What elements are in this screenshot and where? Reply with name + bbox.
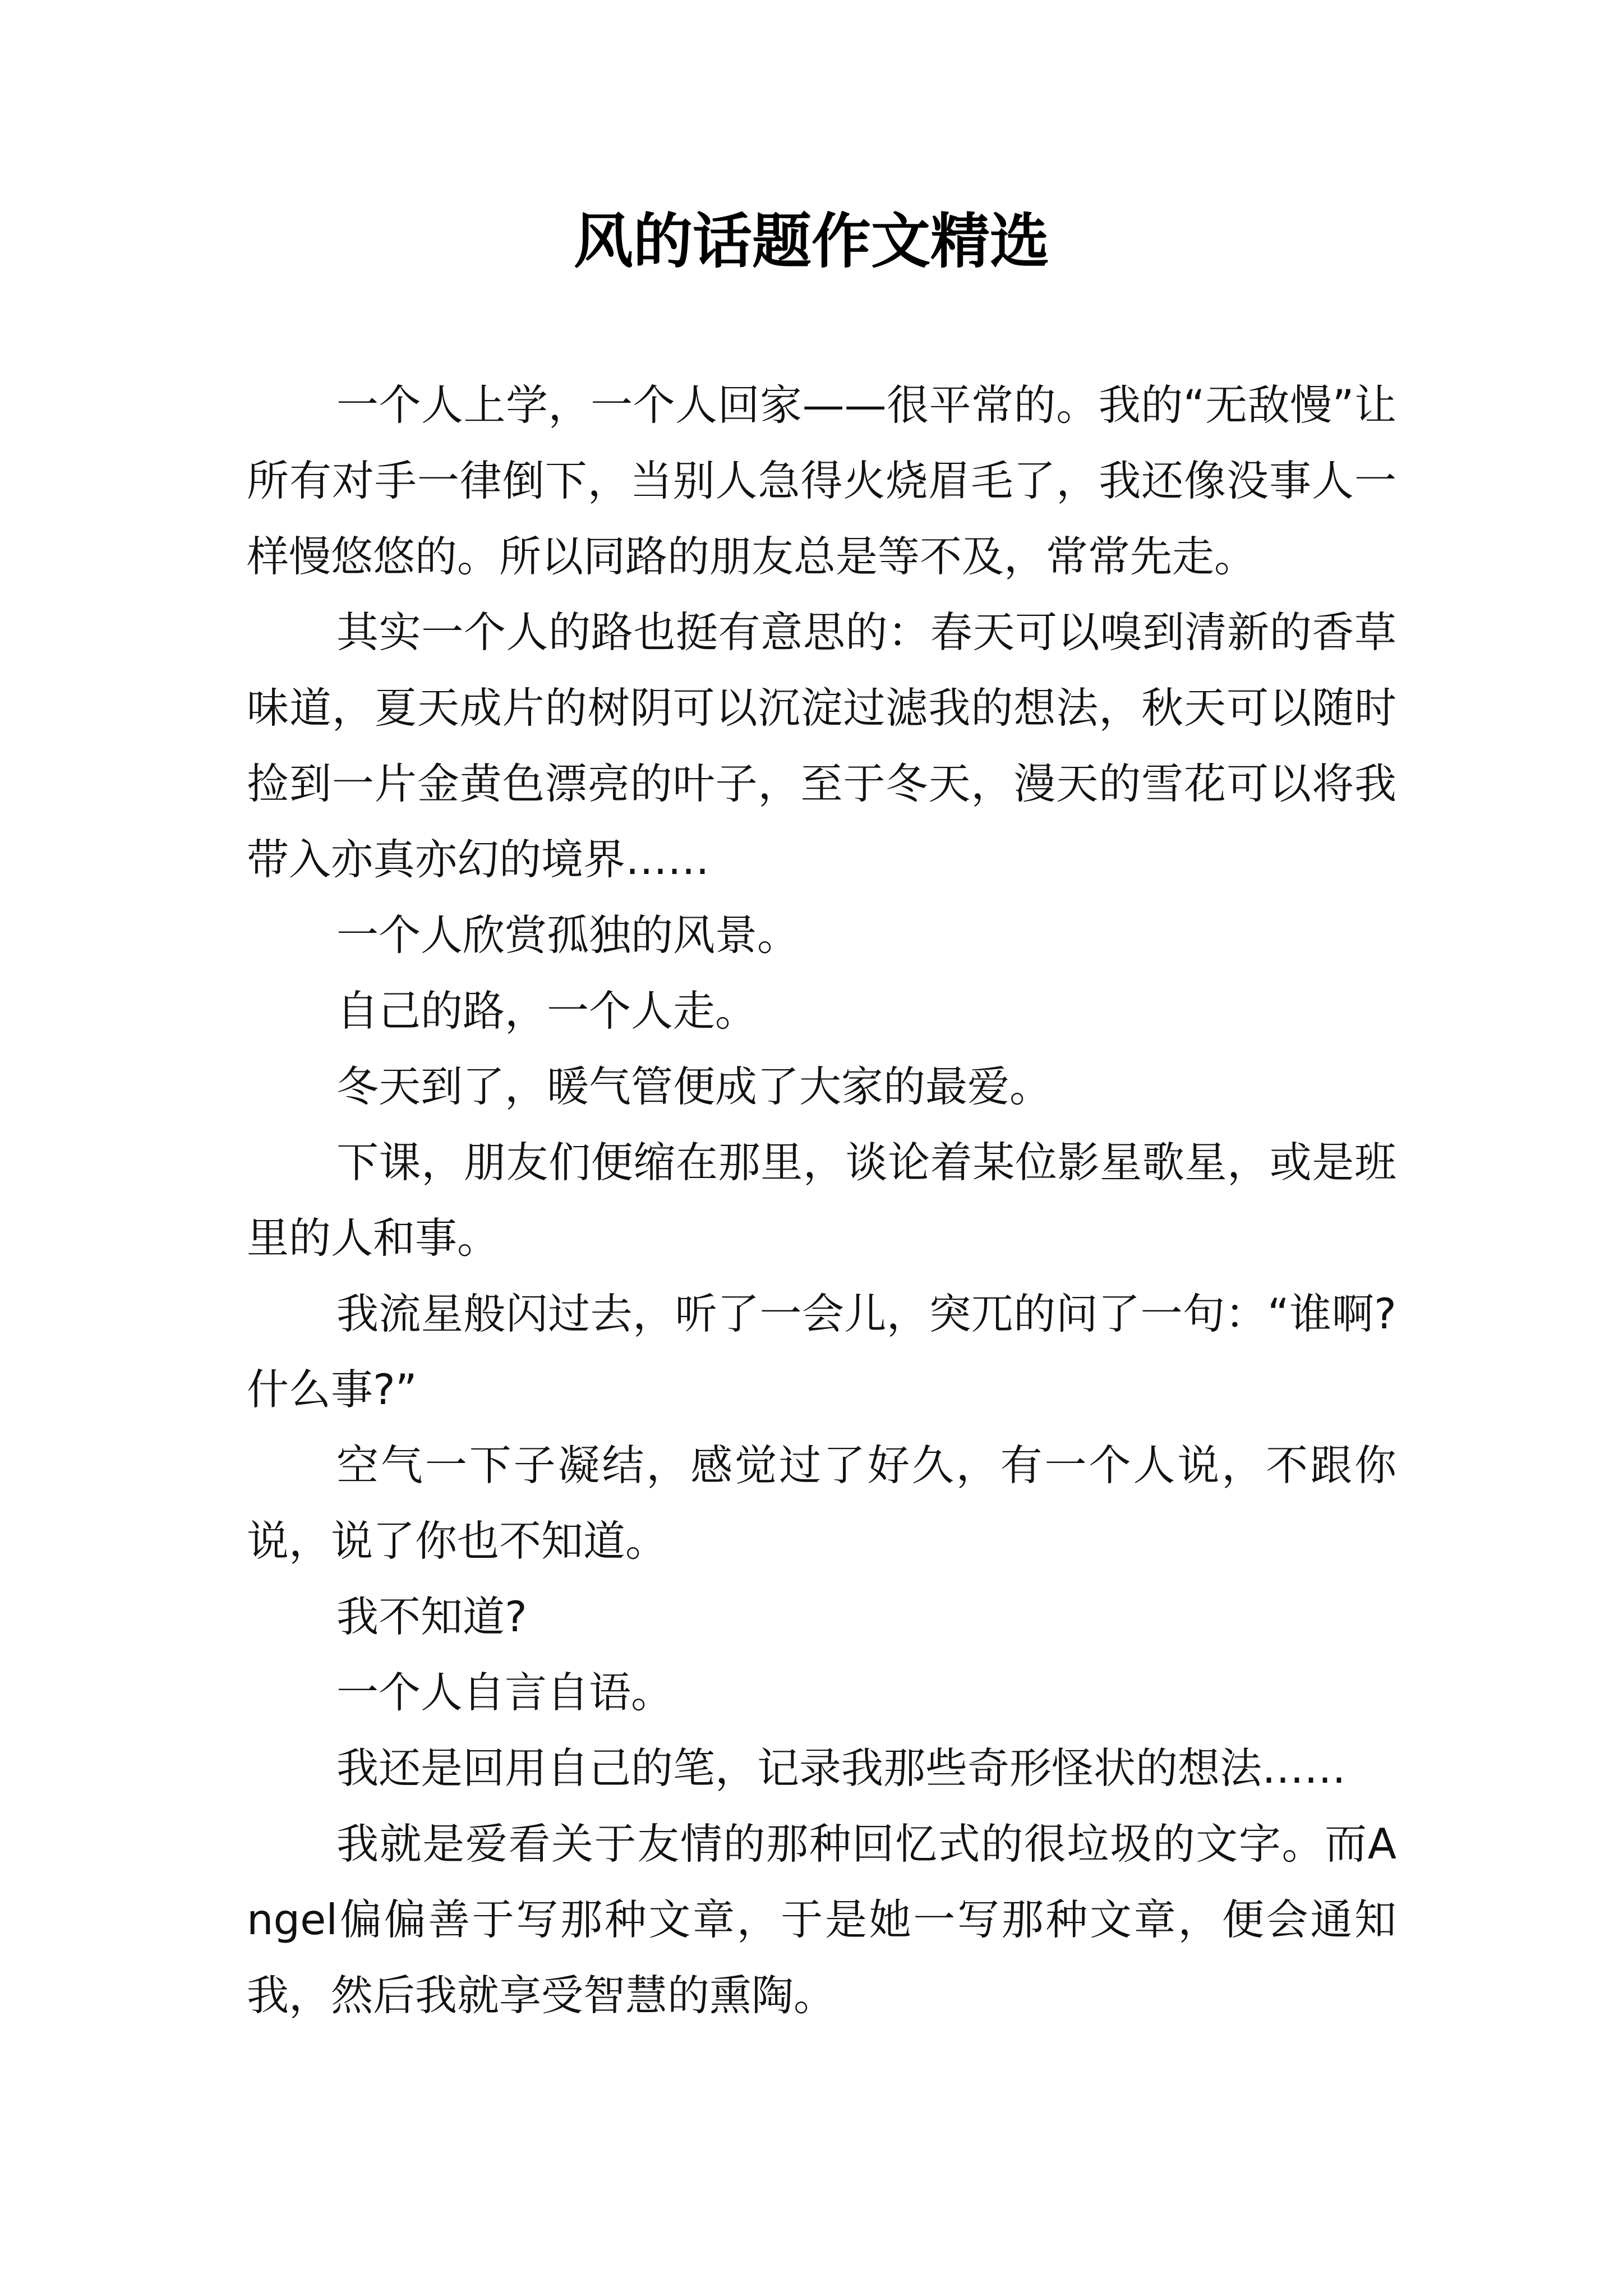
document-body [247,367,1396,2033]
paragraph: 我还是回用自己的笔，记录我那些奇形怪状的想法…… [336,1743,1347,1793]
paragraph: 我流星般闪过去，听了一会儿，突兀的问了一句：“谁啊?什么事?” [247,1289,1396,1414]
paragraph: 一个人自言自语。 [336,1668,674,1717]
paragraph: 一个人欣赏孤独的风景。 [336,910,800,960]
paragraph: 我就是爱看关于友情的那种回忆式的很垃圾的文字。而Angel偏偏善于写那种文章，于是她一写那种文章，便会通知我，然后我就享受智慧的熏陶。 [247,1819,1396,2020]
paragraph: 自己的路，一个人走。 [336,986,758,1036]
paragraph: 其实一个人的路也挺有意思的：春天可以嗅到清新的香草味道，夏天成片的树阴可以沉淀过滤我的想法，秋天可以随时捡到一片金黄色漂亮的叶子，至于冬天，漫天的雪花可以将我带入亦真亦幻的境界…… [247,608,1396,884]
paragraph: 一个人上学，一个人回家——很平常的。我的“无敌慢”让所有对手一律倒下，当别人急得火烧眉毛了，我还像没事人一样慢悠悠的。所以同路的朋友总是等不及，常常先走。 [247,380,1396,581]
paragraph: 冬天到了，暖气管便成了大家的最爱。 [336,1062,1052,1111]
paragraph: 空气一下子凝结，感觉过了好久，有一个人说，不跟你说，说了你也不知道。 [247,1441,1396,1566]
paragraph: 下课，朋友们便缩在那里，谈论着某位影星歌星，或是班里的人和事。 [247,1138,1396,1263]
document-title: 风的话题作文精选 [574,206,1049,276]
paragraph: 我不知道? [336,1592,527,1641]
